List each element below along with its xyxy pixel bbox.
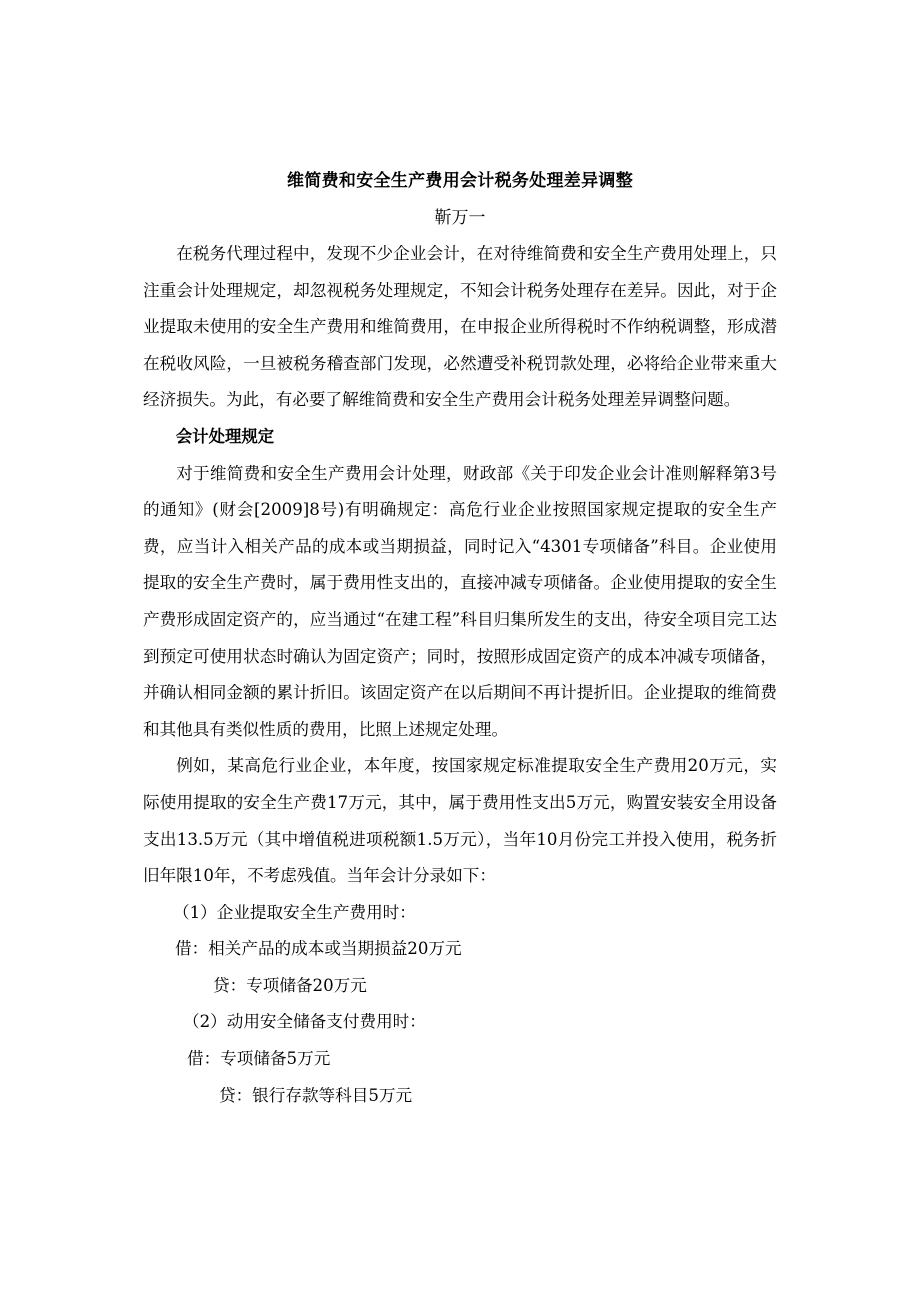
entry-debit-1: 借：相关产品的成本或当期损益20万元 (175, 939, 462, 959)
entry-credit-2: 贷：银行存款等科目5万元 (219, 1085, 413, 1105)
example-paragraph: 例如，某高危行业企业，本年度，按国家规定标准提取安全生产费用20万元，实际使用提取的安全生产费17万元，其中，属于费用性支出5万元，购置安装安全用设备支出13.5万元（其中增值税进项税额1.5万元），当年10月份完工并投入使用，税务折旧年限10年，不考虑残值。当年会计分录如下： (143, 756, 777, 886)
document-title: 维简费和安全生产费用会计税务处理差异调整 (287, 171, 633, 191)
entry-debit-2: 借：专项储备5万元 (187, 1049, 331, 1069)
entry-step-1: （1）企业提取安全生产费用时： (173, 902, 416, 922)
entry-step-2: （2）动用安全储备支付费用时： (183, 1012, 426, 1032)
section-heading: 会计处理规定 (175, 426, 275, 446)
intro-paragraph: 在税务代理过程中，发现不少企业会计，在对待维简费和安全生产费用处理上，只注重会计处理规定，却忽视税务处理规定，不知会计税务处理存在差异。因此，对于企业提取未使用的安全生产费用和维简费用，在申报企业所得税时不作纳税调整，形成潜在税收风险，一旦被税务稽查部门发现，必然遭受补税罚款处理，必将给企业带来重大经济损失。为此，有必要了解维简费和安全生产费用会计税务处理差异调整问题。 (143, 244, 777, 410)
entry-credit-1: 贷：专项储备20万元 (213, 975, 367, 995)
rule-paragraph: 对于维简费和安全生产费用会计处理，财政部《关于印发企业会计准则解释第3号的通知》(财会[2009]8号)有明确规定：高危行业企业按照国家规定提取的安全生产费，应当计入相关产品的成本或当期损益，同时记入“4301专项储备”科目。企业使用提取的安全生产费时，属于费用性支出的，直接冲减专项储备。企业使用提取的安全生产费形成固定资产的，应当通过“在建工程”科目归集所发生的支出，待安全项目完工达到预定可使用状态时确认为固定资产；同时，按照形成固定资产的成本冲减专项储备，并确认相同金额的累计折旧。该固定资产在以后期间不再计提折旧。企业提取的维简费和其他具有类似性质的费用，比照上述规定处理。 (143, 463, 777, 739)
document-author: 靳万一 (434, 208, 486, 228)
document-body (143, 236, 777, 1114)
